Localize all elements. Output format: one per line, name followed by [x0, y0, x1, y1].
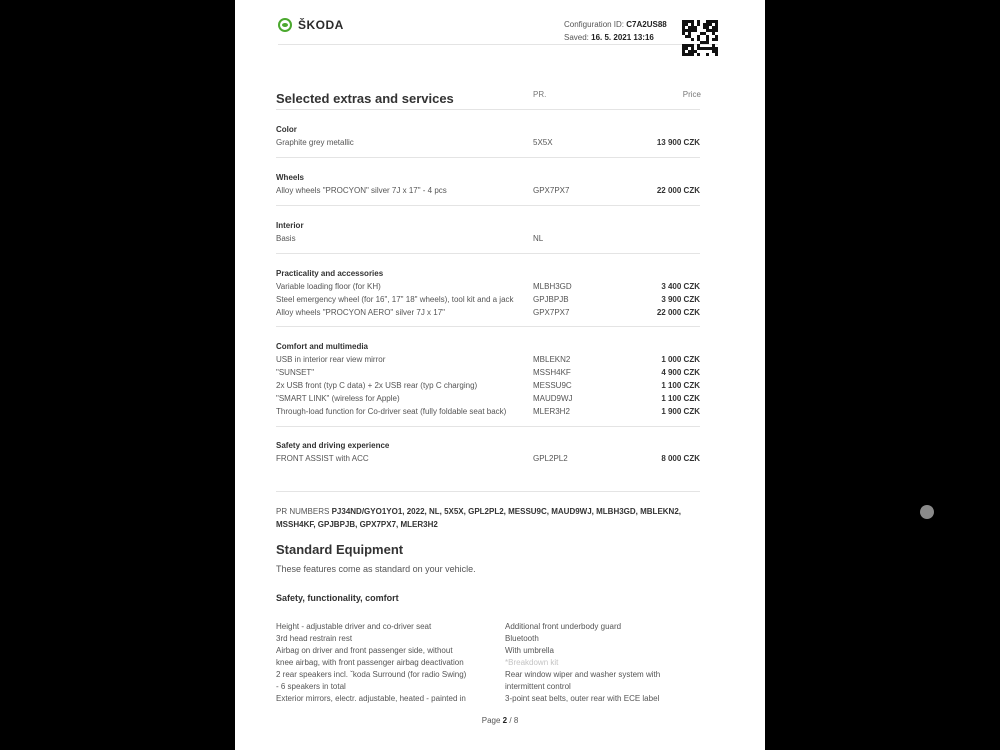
equipment-line: *Breakdown kit: [505, 658, 559, 667]
skoda-arrow-icon: [278, 18, 292, 32]
item-price: 1 000 CZK: [661, 355, 700, 364]
item-description: "SMART LINK" (wireless for Apple): [276, 394, 400, 403]
extras-row: [276, 452, 700, 465]
brand-name: ŠKODA: [298, 18, 344, 32]
qr-cell: [691, 53, 694, 56]
equipment-line: - 6 speakers in total: [276, 682, 346, 691]
divider: [276, 491, 700, 492]
divider: [276, 157, 700, 158]
equipment-line: Exterior mirrors, electr. adjustable, heated - painted in: [276, 694, 466, 703]
qr-cell: [715, 53, 718, 56]
item-price: 3 400 CZK: [661, 282, 700, 291]
qr-cell: [715, 29, 718, 32]
extras-title: Selected extras and services: [276, 91, 454, 106]
pr-code: MSSH4KF: [533, 368, 571, 377]
group-name: Interior: [276, 221, 304, 230]
qr-code-icon: [682, 20, 718, 56]
item-description: "SUNSET": [276, 368, 315, 377]
page-header: [278, 16, 718, 45]
standard-equipment-subtitle: These features come as standard on your vehicle.: [276, 564, 476, 574]
item-price: 1 900 CZK: [661, 407, 700, 416]
equipment-line: Rear window wiper and washer system with: [505, 670, 661, 679]
page-label: Page: [481, 716, 501, 725]
equipment-line: intermittent control: [505, 682, 571, 691]
extras-row: [276, 366, 700, 379]
qr-cell: [691, 38, 694, 41]
item-price: 22 000 CZK: [656, 308, 700, 317]
pr-numbers: [276, 505, 706, 531]
qr-cell: [694, 29, 697, 32]
cursor-dot: [920, 505, 934, 519]
divider: [276, 253, 700, 254]
pr-code: GPJBPJB: [533, 295, 569, 304]
page-separator: /: [509, 716, 512, 725]
equipment-column-right: [505, 621, 725, 705]
equipment-line: Bluetooth: [505, 634, 539, 643]
group-name: Safety and driving experience: [276, 441, 390, 450]
divider: [276, 109, 700, 110]
equipment-line: With umbrella: [505, 646, 554, 655]
extras-group: [276, 440, 700, 465]
divider: [276, 326, 700, 327]
pr-code: GPX7PX7: [533, 308, 570, 317]
page-current: 2: [502, 716, 508, 725]
skoda-logo: [278, 18, 344, 32]
group-name: Comfort and multimedia: [276, 342, 369, 351]
item-description: 2x USB front (typ C data) + 2x USB rear (typ C charging): [276, 381, 478, 390]
pr-code: MLER3H2: [533, 407, 570, 416]
equipment-line: Airbag on driver and front passenger side, without: [276, 646, 453, 655]
safety-section-title: Safety, functionality, comfort: [276, 593, 399, 603]
item-price: 1 100 CZK: [661, 381, 700, 390]
pr-code: MBLEKN2: [533, 355, 571, 364]
item-description: Through-load function for Co-driver seat (fully foldable seat back): [276, 407, 507, 416]
column-header-pr: PR.: [533, 90, 547, 99]
item-description: Steel emergency wheel (for 16", 17" 18" wheels), tool kit and a jack: [276, 295, 514, 304]
extras-row: [276, 379, 700, 392]
pr-code: MESSU9C: [533, 381, 572, 390]
item-price: 1 100 CZK: [661, 394, 700, 403]
item-description: Alloy wheels "PROCYON AERO" silver 7J x 17": [276, 308, 446, 317]
config-id-label: Configuration ID:: [564, 20, 625, 29]
qr-cell: [697, 23, 700, 26]
extras-row: [276, 280, 700, 293]
item-description: Variable loading floor (for KH): [276, 282, 381, 291]
extras-row: [276, 405, 700, 418]
extras-row: [276, 306, 700, 319]
extras-row: [276, 232, 700, 245]
equipment-line: knee airbag, with front passenger airbag deactivation: [276, 658, 464, 667]
page-indicator: [235, 716, 765, 725]
config-info: [564, 18, 667, 44]
equipment-line: 3-point seat belts, outer rear with ECE label: [505, 694, 660, 703]
extras-group: [276, 268, 700, 319]
config-id: C7A2US88: [626, 20, 667, 29]
equipment-line: Additional front underbody guard: [505, 622, 622, 631]
pr-code: 5X5X: [533, 138, 553, 147]
pr-code: GPX7PX7: [533, 186, 570, 195]
item-description: Basis: [276, 234, 296, 243]
item-price: 22 000 CZK: [656, 186, 700, 195]
item-price: 3 900 CZK: [661, 295, 700, 304]
column-header-price: Price: [682, 90, 701, 99]
extras-row: [276, 353, 700, 366]
extras-row: [276, 136, 700, 149]
equipment-line: Height - adjustable driver and co-driver seat: [276, 622, 432, 631]
divider: [276, 426, 700, 427]
pr-numbers-label: PR NUMBERS: [276, 507, 330, 516]
item-description: USB in interior rear view mirror: [276, 355, 386, 364]
group-name: Color: [276, 125, 297, 134]
group-name: Practicality and accessories: [276, 269, 384, 278]
standard-equipment-title: Standard Equipment: [276, 542, 404, 557]
item-price: 8 000 CZK: [661, 454, 700, 463]
extras-row: [276, 392, 700, 405]
saved-label: Saved:: [564, 33, 589, 42]
extras-group: [276, 341, 700, 418]
divider: [276, 205, 700, 206]
equipment-column-left: [276, 621, 496, 705]
equipment-line: 2 rear speakers incl. ˇkoda Surround (for radio Swing): [276, 670, 467, 679]
pr-code: NL: [533, 234, 544, 243]
qr-cell: [706, 53, 709, 56]
saved-date: 16. 5. 2021 13:16: [591, 33, 654, 42]
document-page: [235, 0, 765, 750]
group-name: Wheels: [276, 173, 305, 182]
extras-group: [276, 124, 700, 149]
item-price: 13 900 CZK: [656, 138, 700, 147]
item-price: 4 900 CZK: [661, 368, 700, 377]
pr-numbers-value: PJ34ND/GYO1YO1, 2022, NL, 5X5X, GPL2PL2, MESSU9C, MAUD9WJ, MLBH3GD, MBLEKN2, MSSH4KF, GPJBPJB, GPX7PX7, MLER3H2: [276, 507, 682, 529]
item-description: FRONT ASSIST with ACC: [276, 454, 369, 463]
item-description: Alloy wheels "PROCYON" silver 7J x 17" - 4 pcs: [276, 186, 447, 195]
extras-group: [276, 220, 700, 245]
pr-code: MAUD9WJ: [533, 394, 573, 403]
page-total: 8: [513, 716, 519, 725]
qr-cell: [706, 41, 709, 44]
item-description: Graphite grey metallic: [276, 138, 354, 147]
extras-row: [276, 184, 700, 197]
equipment-line: 3rd head restrain rest: [276, 634, 353, 643]
extras-group: [276, 172, 700, 197]
qr-cell: [697, 53, 700, 56]
qr-cell: [715, 38, 718, 41]
pr-code: MLBH3GD: [533, 282, 572, 291]
pr-code: GPL2PL2: [533, 454, 568, 463]
extras-row: [276, 293, 700, 306]
